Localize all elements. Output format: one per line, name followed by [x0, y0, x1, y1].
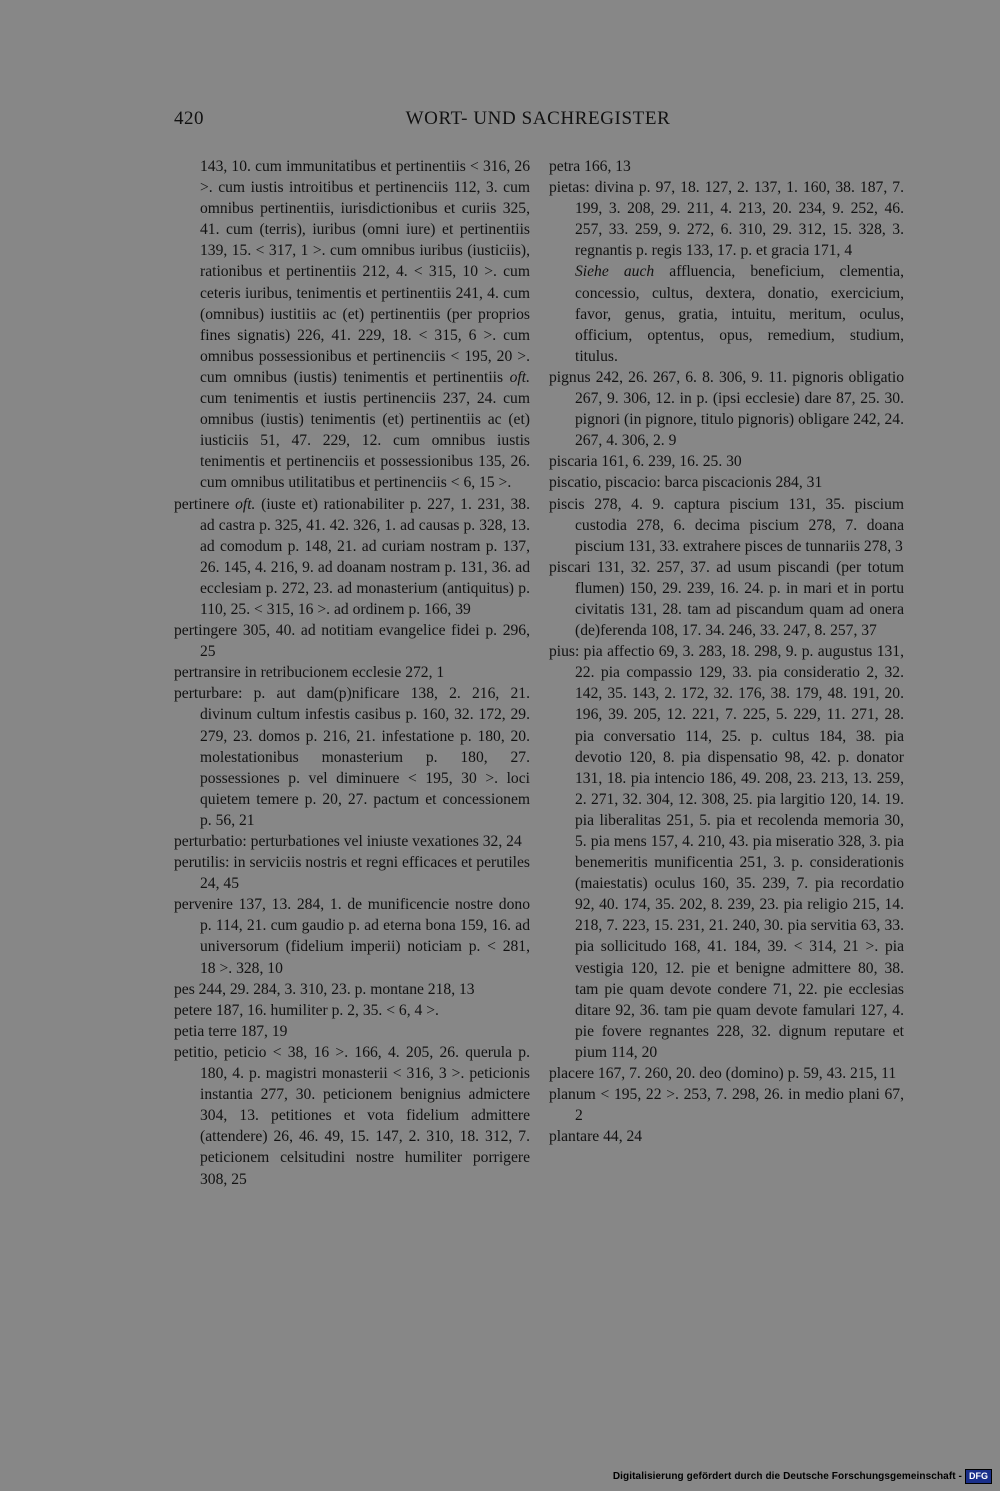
index-entry: piscis 278, 4. 9. captura piscium 131, 35. piscium custodia 278, 6. decima piscium 278, 7. doana piscium 131, 33. extrahere pisces de tunnariis 278, 3 — [549, 495, 904, 555]
right-column — [549, 156, 904, 1147]
page-header — [172, 108, 904, 138]
digitization-footer — [613, 1469, 992, 1483]
index-entry: planum < 195, 22 >. 253, 7. 298, 26. in medio plani 67, 2 — [549, 1086, 904, 1125]
index-entry: pervenire 137, 13. 284, 1. de munificencie nostre dono p. 114, 21. cum gaudio p. ad eterna bona 159, 16. ad universorum (fidelium imperii) noticiam p. < 281, 18 >. 328, 10 — [174, 896, 530, 977]
index-entry: placere 167, 7. 260, 20. deo (domino) p. 59, 43. 215, 11 — [549, 1065, 897, 1083]
index-entry: pertingere 305, 40. ad notitiam evangelice fidei p. 296, 25 — [174, 622, 530, 661]
index-entry: petra 166, 13 — [549, 158, 631, 175]
index-entry: pes 244, 29. 284, 3. 310, 23. p. montane 218, 13 — [174, 980, 475, 998]
index-entry: pignus 242, 26. 267, 6. 8. 306, 9. 11. pignoris obligatio 267, 9. 306, 12. in p. (ipsi ecclesie) dare 87, 25. 30. pignori (in pignore, titulo pignoris) obligare 242, 24. 267, 4. 306, 2. 9 — [549, 368, 904, 450]
index-entry: pertransire in retribucionem ecclesie 272, 1 — [174, 664, 445, 682]
index-entry: pius: pia affectio 69, 3. 283, 18. 298, 9. p. augustus 131, 22. pia compassio 129, 33. pia consideratio 2, 32. 142, 35. 143, 2. 172, 32. 176, 38. 179, 48. 191, 20. 196, 39. 205, 12. 221, 7. 225, 5. 229, 11. 271, 28. pia conversatio 114, 25. p. cultus 184, 38. pia devotio 120, 8. pia dispensatio 98, 42. p. donator 131, 18. pia intencio 186, 49. 208, 23. 213, 13. 259, 2. 271, 32. 304, 12. 308, 25. pia largitio 120, 14. 19. pia liberalitas 251, 5. pia et recolenda memoria 30, 5. pia mens 157, 4. 210, 43. pia miseratio 328, 3. pia benemeritis munificentia 251, 3. p. considerationis (maiestatis) oculus 160, 35. 239, 7. pia recordatio 92, 40. 174, 35. 202, 8. 239, 23. pia religio 215, 14. 218, 7. 223, 15. 231, 21. 240, 30. pia servitia 63, 33. pia sollicitudo 168, 41. 184, 39. < 314, 21 >. pia vestigia 120, 12. pie et benigne admittere 80, 38. tam pie quam devote condere 71, 22. pie ecclesias ditare 92, 36. tam pie quam devote famulari 127, 4. pie fovere regnantes 228, 32. dignum reputare et pium 114, 20 — [549, 643, 904, 1061]
running-title: WORT- UND SACHREGISTER — [405, 108, 671, 129]
index-entry: pertinere oft. (iuste et) rationabiliter p. 227, 1. 231, 38. ad castra p. 325, 41. 42. 326, 1. ad causas p. 328, 13. ad comodum p. 148, 21. ad curiam nostram p. 137, 26. 145, 4. 216, 9. ad doanam nostram p. 131, 36. ad ecclesiam p. 272, 23. ad monasterium (antiquitus) p. 110, 25. < 315, 16 >. ad ordinem p. 166, 39 — [174, 495, 530, 618]
index-entry: petere 187, 16. humiliter p. 2, 35. < 6, 4 >. — [174, 1001, 439, 1019]
index-entry: perturbare: p. aut dam(p)nificare 138, 2. 216, 21. divinum cultum infestis casibus p. 160, 32. 172, 29. 279, 23. domos p. 216, 21. infestatione p. 180, 20. molestationibus monasterium p. 180, 27. possessiones p. vel diminuere < 195, 30 >. loci quietem temere p. 20, 27. pactum et concessionem p. 56, 21 — [174, 685, 530, 829]
index-entry: perutilis: in serviciis nostris et regni efficaces et perutiles 24, 45 — [174, 854, 530, 893]
index-entry: perturbatio: perturbationes vel iniuste vexationes 32, 24 — [174, 833, 522, 850]
dfg-logo: DFG — [965, 1469, 992, 1484]
index-entry: petia terre 187, 19 — [174, 1022, 288, 1040]
see-also-entry: Siehe auch affluencia, beneficium, clementia, concessio, cultus, dextera, donatio, exercicium, favor, genus, gratia, intuitu, meritum, oculus, officium, optentus, opus, remedium, studium, titulus. — [575, 263, 904, 365]
left-column — [174, 156, 530, 1190]
index-entry: 143, 10. cum immunitatibus et pertinentiis < 316, 26 >. cum iustis introitibus et pertinenciis 112, 3. cum omnibus pertinentiis, iurisdictionibus et curiis 325, 41. cum (terris), iuribus (omni iure) et pertinentiis 139, 15. < 317, 1 >. cum omnibus iuribus (iusticiis), rationibus et pertinentiis 212, 4. < 315, 10 >. cum ceteris iuribus, tenimentis et pertinentiis 241, 4. cum (omnibus) iustitiis ac (et) pertinentiis (per proprios fines signatis) 226, 41. 229, 18. < 315, 6 >. cum omnibus possessionibus et pertinenciis < 195, 20 >. cum omnibus (iustis) tenimentis et pertinentiis oft. cum tenimentis et iustis pertinenciis 237, 24. cum omnibus (iustis) tenimentis (et) pertinentiis ac (et) iusticiis 51, 47. 229, 12. cum omnibus iustis tenimentis et pertinenciis et possessionibus 135, 26. cum omnibus utilitatibus et pertinenciis < 6, 15 >. — [200, 158, 530, 492]
index-entry: piscatio, piscacio: barca piscacionis 284, 31 — [549, 474, 823, 492]
page-number: 420 — [174, 108, 204, 129]
index-entry: piscaria 161, 6. 239, 16. 25. 30 — [549, 453, 742, 471]
index-entry: petitio, peticio < 38, 16 >. 166, 4. 205, 26. querula p. 180, 4. p. magistri monasterii < 316, 3 >. peticionis instantia 277, 30. peticionem benignius admictere 304, 13. petitiones et vota fidelium admittere (attendere) 26, 46. 49, 15. 147, 2. 310, 18. 312, 7. peticionem celsitudini nostre humiliter porrigere 308, 25 — [174, 1043, 530, 1188]
index-entry: plantare 44, 24 — [549, 1128, 643, 1146]
index-entry: piscari 131, 32. 257, 37. ad usum piscandi (per totum flumen) 150, 29. 239, 16. 24. p. in mari et in portu civitatis 131, 28. tam ad piscandum quam ad onera (de)ferenda 108, 17. 34. 246, 33. 247, 8. 257, 37 — [549, 558, 904, 640]
index-entry: pietas: divina p. 97, 18. 127, 2. 137, 1. 160, 38. 187, 7. 199, 3. 208, 29. 211, 4. 213, 20. 234, 9. 252, 46. 257, 33. 259, 9. 272, 6. 310, 29. 312, 15. 328, 3. regnantis p. regis 133, 17. p. et gracia 171, 4 — [549, 179, 904, 260]
funding-notice: Digitalisierung gefördert durch die Deutsche Forschungsgemeinschaft - — [612, 1470, 962, 1482]
